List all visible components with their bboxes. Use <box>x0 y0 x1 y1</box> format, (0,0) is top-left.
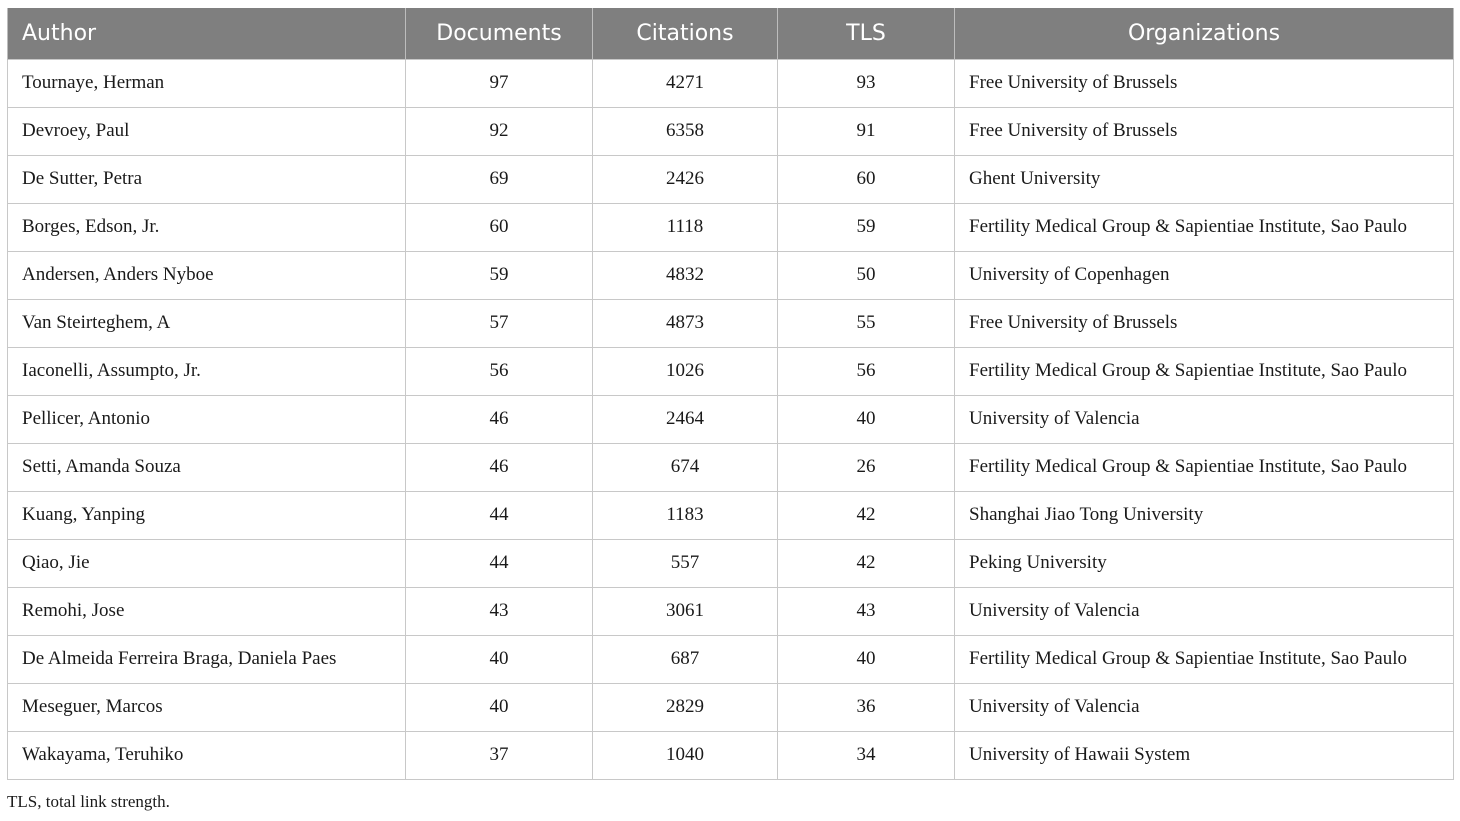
organization-cell: University of Valencia <box>955 683 1454 731</box>
author-cell: Borges, Edson, Jr. <box>8 203 406 251</box>
documents-cell: 44 <box>406 491 593 539</box>
documents-cell: 60 <box>406 203 593 251</box>
documents-cell: 92 <box>406 107 593 155</box>
citations-cell: 4832 <box>593 251 778 299</box>
documents-cell: 46 <box>406 395 593 443</box>
tls-cell: 42 <box>778 539 955 587</box>
organization-cell: Fertility Medical Group & Sapientiae Institute, Sao Paulo <box>955 635 1454 683</box>
citations-cell: 674 <box>593 443 778 491</box>
documents-cell: 57 <box>406 299 593 347</box>
documents-cell: 43 <box>406 587 593 635</box>
citations-cell: 4271 <box>593 59 778 107</box>
organization-cell: Peking University <box>955 539 1454 587</box>
tls-cell: 59 <box>778 203 955 251</box>
table-row <box>8 683 1454 731</box>
author-cell: Tournaye, Herman <box>8 59 406 107</box>
author-cell: De Almeida Ferreira Braga, Daniela Paes <box>8 635 406 683</box>
table-row <box>8 395 1454 443</box>
tls-cell: 50 <box>778 251 955 299</box>
citations-cell: 1026 <box>593 347 778 395</box>
table-row <box>8 347 1454 395</box>
tls-cell: 91 <box>778 107 955 155</box>
citations-cell: 557 <box>593 539 778 587</box>
author-cell: Remohi, Jose <box>8 587 406 635</box>
header-documents: Documents <box>406 8 593 59</box>
author-cell: Andersen, Anders Nyboe <box>8 251 406 299</box>
citations-cell: 1183 <box>593 491 778 539</box>
citations-cell: 3061 <box>593 587 778 635</box>
organization-cell: University of Valencia <box>955 395 1454 443</box>
author-cell: Van Steirteghem, A <box>8 299 406 347</box>
author-cell: Kuang, Yanping <box>8 491 406 539</box>
tls-cell: 93 <box>778 59 955 107</box>
citations-cell: 1118 <box>593 203 778 251</box>
organization-cell: University of Hawaii System <box>955 731 1454 779</box>
tls-cell: 55 <box>778 299 955 347</box>
documents-cell: 59 <box>406 251 593 299</box>
author-cell: Setti, Amanda Souza <box>8 443 406 491</box>
table-row <box>8 491 1454 539</box>
table-body <box>8 59 1454 779</box>
documents-cell: 37 <box>406 731 593 779</box>
documents-cell: 46 <box>406 443 593 491</box>
table-row <box>8 443 1454 491</box>
citations-cell: 2829 <box>593 683 778 731</box>
organization-cell: Fertility Medical Group & Sapientiae Institute, Sao Paulo <box>955 443 1454 491</box>
citations-cell: 687 <box>593 635 778 683</box>
table-header <box>8 8 1454 59</box>
author-cell: Pellicer, Antonio <box>8 395 406 443</box>
organization-cell: Shanghai Jiao Tong University <box>955 491 1454 539</box>
organization-cell: University of Copenhagen <box>955 251 1454 299</box>
header-citations: Citations <box>593 8 778 59</box>
organization-cell: Fertility Medical Group & Sapientiae Institute, Sao Paulo <box>955 347 1454 395</box>
author-cell: De Sutter, Petra <box>8 155 406 203</box>
table-row <box>8 203 1454 251</box>
table-row <box>8 635 1454 683</box>
author-cell: Wakayama, Teruhiko <box>8 731 406 779</box>
citations-cell: 2426 <box>593 155 778 203</box>
organization-cell: Free University of Brussels <box>955 107 1454 155</box>
table-row <box>8 731 1454 779</box>
tls-cell: 43 <box>778 587 955 635</box>
documents-cell: 56 <box>406 347 593 395</box>
table-row <box>8 107 1454 155</box>
citations-cell: 2464 <box>593 395 778 443</box>
author-table <box>7 8 1454 780</box>
documents-cell: 40 <box>406 683 593 731</box>
documents-cell: 40 <box>406 635 593 683</box>
author-cell: Meseguer, Marcos <box>8 683 406 731</box>
tls-cell: 36 <box>778 683 955 731</box>
table-row <box>8 59 1454 107</box>
organization-cell: Fertility Medical Group & Sapientiae Institute, Sao Paulo <box>955 203 1454 251</box>
table-row <box>8 251 1454 299</box>
documents-cell: 97 <box>406 59 593 107</box>
citations-cell: 4873 <box>593 299 778 347</box>
table-row <box>8 155 1454 203</box>
tls-cell: 42 <box>778 491 955 539</box>
author-table-container <box>7 8 1453 780</box>
table-row <box>8 539 1454 587</box>
author-cell: Devroey, Paul <box>8 107 406 155</box>
tls-cell: 34 <box>778 731 955 779</box>
organization-cell: University of Valencia <box>955 587 1454 635</box>
tls-cell: 40 <box>778 395 955 443</box>
author-cell: Qiao, Jie <box>8 539 406 587</box>
table-row <box>8 587 1454 635</box>
organization-cell: Free University of Brussels <box>955 299 1454 347</box>
author-cell: Iaconelli, Assumpto, Jr. <box>8 347 406 395</box>
tls-cell: 56 <box>778 347 955 395</box>
header-row <box>8 8 1454 59</box>
tls-cell: 26 <box>778 443 955 491</box>
table-footnote: TLS, total link strength. <box>7 792 170 811</box>
organization-cell: Free University of Brussels <box>955 59 1454 107</box>
citations-cell: 6358 <box>593 107 778 155</box>
documents-cell: 69 <box>406 155 593 203</box>
header-author: Author <box>8 8 406 59</box>
header-tls: TLS <box>778 8 955 59</box>
tls-cell: 60 <box>778 155 955 203</box>
tls-cell: 40 <box>778 635 955 683</box>
citations-cell: 1040 <box>593 731 778 779</box>
table-row <box>8 299 1454 347</box>
header-organizations: Organizations <box>955 8 1454 59</box>
organization-cell: Ghent University <box>955 155 1454 203</box>
documents-cell: 44 <box>406 539 593 587</box>
